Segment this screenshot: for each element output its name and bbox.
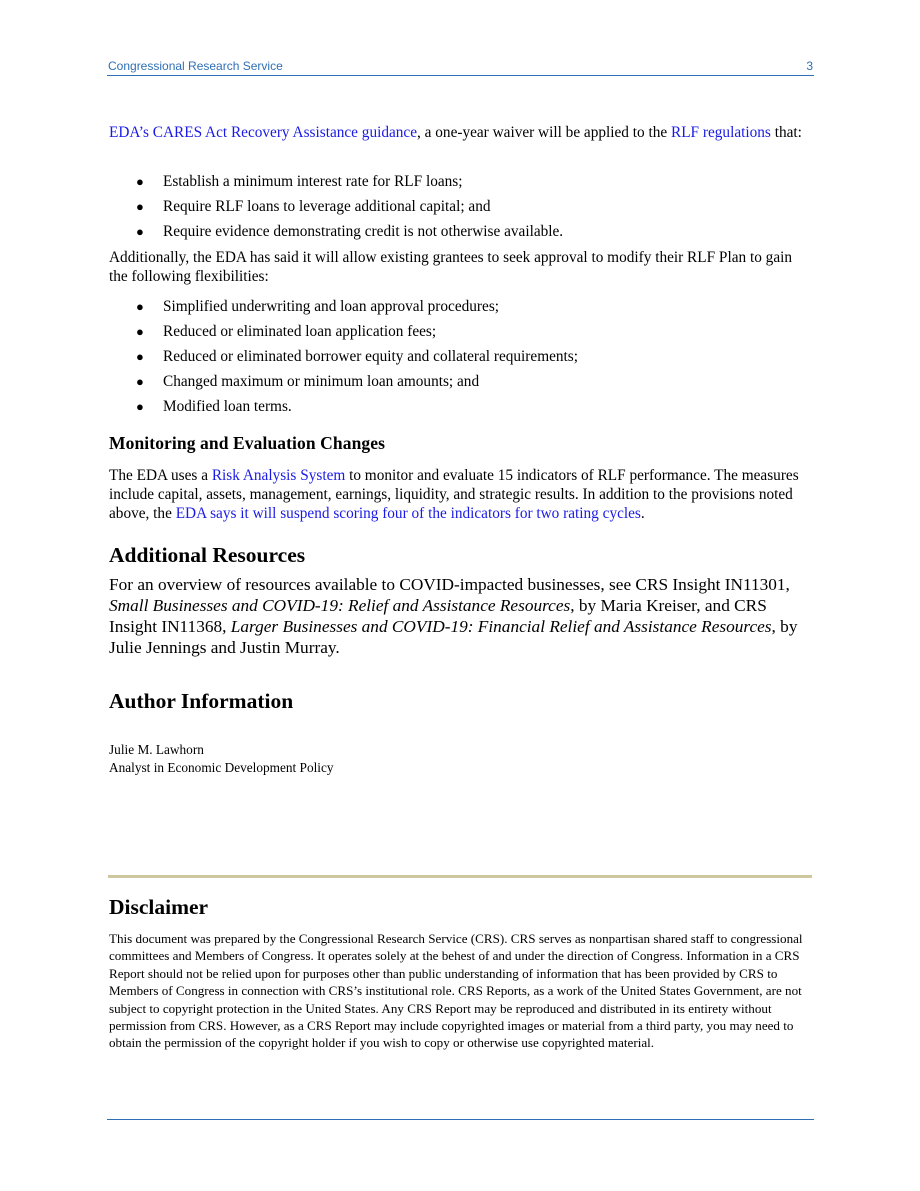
bullet-icon: ●	[136, 399, 144, 414]
list-item	[109, 297, 813, 322]
intro-paragraph	[109, 123, 813, 142]
list-item	[109, 172, 813, 197]
list-item-text: Establish a minimum interest rate for RLF loans;	[163, 173, 463, 190]
additional-resources-heading: Additional Resources	[109, 543, 306, 567]
list-item-text: Modified loan terms.	[163, 398, 292, 415]
section-divider	[108, 875, 812, 878]
list-item	[109, 197, 813, 222]
list-item-text: Simplified underwriting and loan approval procedures;	[163, 298, 500, 315]
list-item-text: Reduced or eliminated borrower equity and collateral requirements;	[163, 348, 578, 365]
bullet-icon: ●	[136, 349, 144, 364]
suspend-scoring-link[interactable]: EDA says it will suspend scoring four of the indicators for two rating cycles	[175, 505, 641, 522]
intro-text-a: , a one-year waiver will be applied to the	[417, 124, 672, 141]
bullet-icon: ●	[136, 174, 144, 189]
resource-title-2: Larger Businesses and COVID-19: Financial Relief and Assistance Resources	[230, 617, 772, 636]
resources-text-b: , by Maria Kreiser, and CRS Insight IN11368,	[109, 596, 767, 636]
running-header	[107, 58, 814, 76]
resources-text-c: , by Julie Jennings and Justin Murray.	[109, 617, 798, 657]
list-item-text: Require evidence demonstrating credit is not otherwise available.	[163, 223, 564, 240]
author-name: Julie M. Lawhorn	[109, 742, 204, 757]
rlf-regulations-link[interactable]: RLF regulations	[671, 124, 771, 141]
monitoring-paragraph	[109, 466, 813, 523]
bullet-icon: ●	[136, 299, 144, 314]
list-item-text: Reduced or eliminated loan application fees;	[163, 323, 437, 340]
page-number: 3	[806, 59, 813, 73]
list-item	[109, 397, 813, 422]
list-item	[109, 372, 813, 397]
flexibilities-list	[109, 297, 813, 422]
list-item	[109, 222, 813, 247]
monitoring-heading: Monitoring and Evaluation Changes	[109, 433, 386, 453]
resources-paragraph	[109, 574, 813, 658]
disclaimer-heading: Disclaimer	[109, 895, 209, 919]
risk-analysis-link[interactable]: Risk Analysis System	[211, 467, 346, 484]
cares-guidance-link[interactable]: EDA’s CARES Act Recovery Assistance guidance	[109, 124, 418, 141]
bullet-icon: ●	[136, 199, 144, 214]
monitoring-text-a: The EDA uses a	[109, 467, 212, 484]
waiver-list	[109, 172, 813, 247]
bullet-icon: ●	[136, 324, 144, 339]
monitoring-text-b: to monitor and evaluate 15 indicators of RLF performance. The measures include capital, assets, management, earnings, liquidity, and strategic results. In addition to the provisions noted above, the	[109, 467, 799, 522]
author-title: Analyst in Economic Development Policy	[109, 760, 334, 775]
list-item	[109, 347, 813, 372]
resources-text-a: For an overview of resources available to COVID-impacted businesses, see CRS Insight IN11301,	[109, 575, 790, 594]
list-item-text: Require RLF loans to leverage additional capital; and	[163, 198, 491, 215]
bullet-icon: ●	[136, 374, 144, 389]
footer-rule	[107, 1119, 814, 1120]
flexibilities-intro: Additionally, the EDA has said it will allow existing grantees to seek approval to modify their RLF Plan to gain the following flexibilities:	[109, 249, 793, 285]
author-information-heading: Author Information	[109, 689, 294, 713]
intro-text-b: that:	[770, 124, 802, 141]
bullet-icon: ●	[136, 224, 144, 239]
author-block	[109, 741, 813, 777]
list-item-text: Changed maximum or minimum loan amounts; and	[163, 373, 480, 390]
header-organization: Congressional Research Service	[108, 59, 283, 73]
resource-title-1: Small Businesses and COVID-19: Relief and Assistance Resources	[109, 596, 571, 615]
disclaimer-text: This document was prepared by the Congressional Research Service (CRS). CRS serves as nonpartisan shared staff to congressional committees and Members of Congress. It operates solely at the behest of and under the direction of Congress. Information in a CRS Report should not be relied upon for purposes other than public understanding of information that has been provided by CRS to Members of Congress in connection with CRS’s institutional role. CRS Reports, as a work of the United States Government, are not subject to copyright protection in the United States. Any CRS Report may be reproduced and distributed in its entirety without permission from CRS. However, as a CRS Report may include copyrighted images or material from a third party, you may need to obtain the permission of the copyright holder if you wish to copy or otherwise use copyrighted material.	[109, 931, 803, 1051]
list-item	[109, 322, 813, 347]
monitoring-text-c: .	[640, 505, 645, 522]
